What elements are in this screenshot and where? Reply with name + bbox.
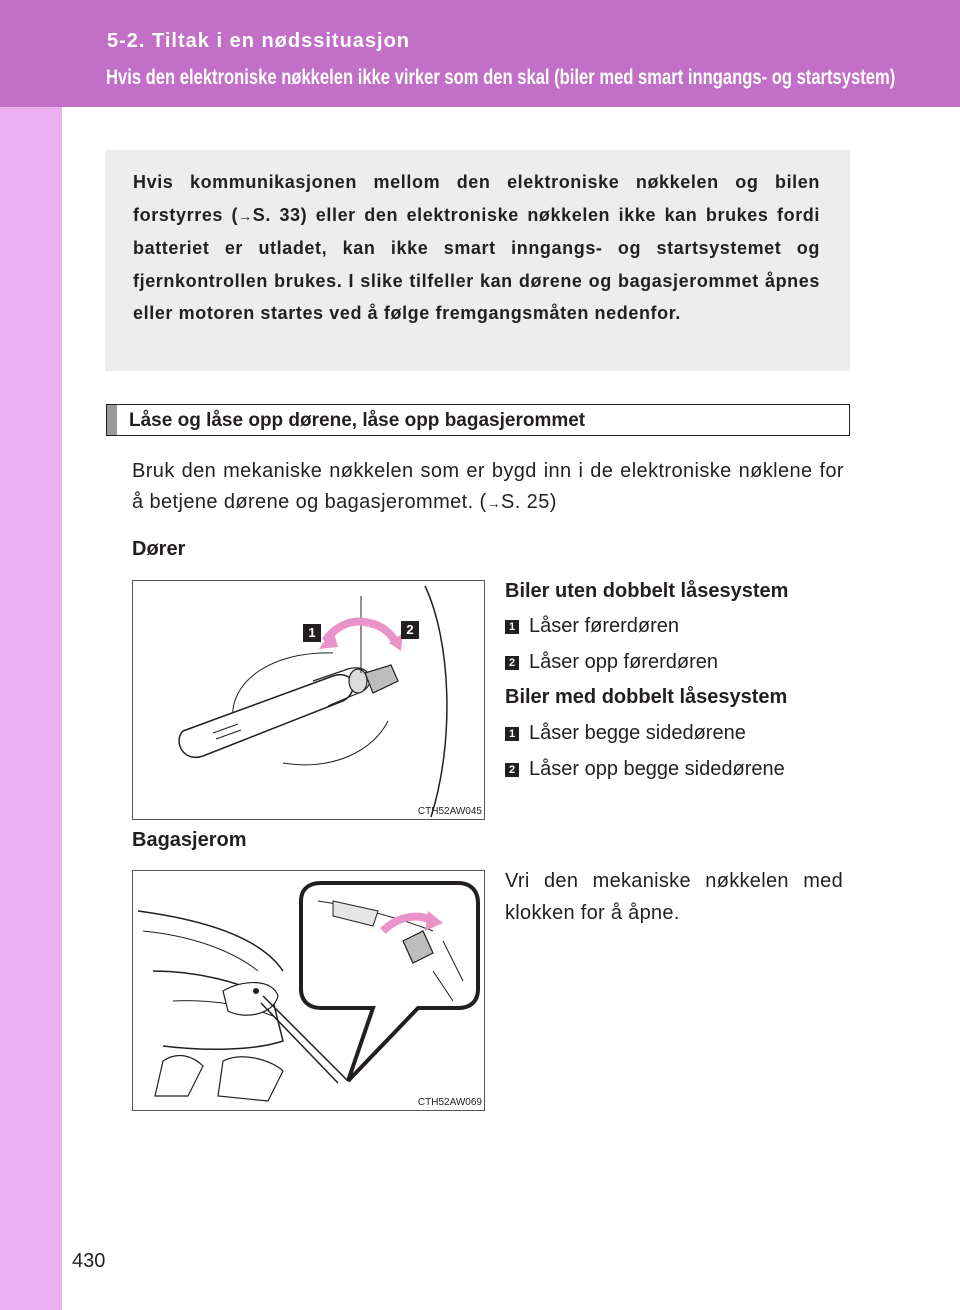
header-band — [0, 0, 960, 107]
number-badge: 1 — [505, 727, 519, 741]
intro-text: Bruk den mekaniske nøkkelen som er bygd inn i de elektroniske nøklene for å betjene dørene og bagasjerommet. (→S. 25) — [132, 460, 844, 513]
group2-title: Biler med dobbelt låsesystem — [505, 686, 788, 708]
trunk-heading: Bagasjerom — [132, 829, 247, 851]
section-label: 5-2. Tiltak i en nødssituasjon — [107, 30, 411, 52]
figure-code: CTH52AW069 — [417, 1097, 482, 1108]
subheading-bar — [107, 405, 117, 435]
door-handle-illustration — [133, 581, 484, 819]
list-item: 2 Låser opp førerdøren — [505, 651, 718, 674]
subheading — [106, 404, 850, 436]
list-item: 1 Låser førerdøren — [505, 615, 679, 638]
list-item: 1 Låser begge sidedørene — [505, 722, 746, 745]
info-box — [105, 150, 850, 371]
number-badge: 2 — [505, 763, 519, 777]
trunk-instruction: Vri den mekaniske nøkkelen med klokken for å åpne. — [505, 870, 843, 924]
subheading-text: Låse og låse opp dørene, låse opp bagasjerommet — [129, 410, 586, 431]
page-number: 430 — [72, 1250, 106, 1272]
number-badge: 2 — [505, 656, 519, 670]
arrow-icon: → — [486, 495, 502, 511]
figure-code: CTH52AW045 — [417, 806, 482, 817]
callout-2: 2 — [406, 622, 414, 637]
group1-title: Biler uten dobbelt låsesystem — [505, 580, 789, 602]
side-margin-band — [0, 0, 62, 1310]
door-handle-figure — [132, 580, 485, 820]
doors-heading: Dører — [132, 538, 186, 560]
list-item: 2 Låser opp begge sidedørene — [505, 758, 785, 781]
callout-1: 1 — [308, 625, 316, 640]
header-title: Hvis den elektroniske nøkkelen ikke virker som den skal (biler med smart inngangs- og startsystem) — [106, 66, 896, 89]
number-badge: 1 — [505, 620, 519, 634]
info-text: Hvis kommunikasjonen mellom den elektroniske nøkkelen og bilen forstyrres (→S. 33) eller den elektroniske nøkkelen ikke kan brukes fordi batteriet er utladet, kan ikke smart inngangs- og startsystemet og fjernkontrollen brukes. I slike tilfeller kan dørene og bagasjerommet åpnes eller motoren startes ved å følge fremgangsmåten nedenfor. — [133, 172, 820, 323]
trunk-illustration — [133, 871, 484, 1110]
trunk-figure — [132, 870, 485, 1111]
arrow-icon: → — [238, 207, 253, 224]
